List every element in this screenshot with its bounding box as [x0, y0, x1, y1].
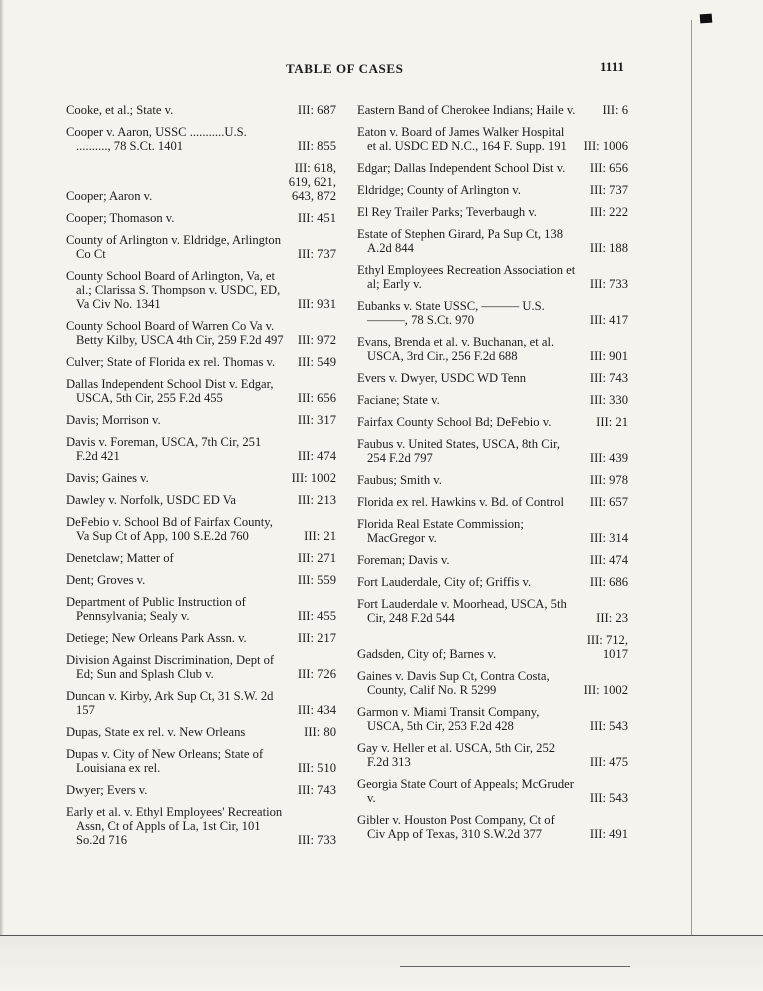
- case-reference: III: 213: [297, 493, 336, 507]
- case-entry: [66, 595, 336, 623]
- case-name: Eldridge; County of Arlington v.: [357, 183, 521, 197]
- case-name: Fort Lauderdale, City of; Griffis v.: [357, 575, 532, 589]
- case-name: Fairfax County School Bd; DeFebio v.: [357, 415, 552, 429]
- case-entry: [357, 495, 628, 509]
- case-reference: III: 687: [297, 103, 336, 117]
- case-reference: III: 1002: [583, 683, 628, 697]
- case-name: Cooke, et al.; State v.: [66, 103, 174, 117]
- left-column: [66, 103, 336, 855]
- case-name: Florida ex rel. Hawkins v. Bd. of Control: [357, 495, 564, 509]
- case-reference: III: 188: [589, 241, 628, 255]
- case-reference: III: 80: [304, 725, 336, 739]
- case-name: Dwyer; Evers v.: [66, 783, 148, 797]
- case-name: Evans, Brenda et al. v. Buchanan, et al. USCA, 3rd Cir., 256 F.2d 688: [357, 335, 555, 363]
- case-reference: III: 618, 619, 621, 643, 872: [288, 161, 336, 203]
- page-title: TABLE OF CASES: [286, 61, 404, 76]
- case-entry: [66, 103, 336, 117]
- case-name: Faubus; Smith v.: [357, 473, 442, 487]
- case-entry: [66, 161, 336, 203]
- case-name: County School Board of Arlington, Va, et al.; Clarissa S. Thompson v. USDC, ED, Va Civ No. 1341: [66, 269, 281, 311]
- case-reference: III: 317: [297, 413, 336, 427]
- case-entry: [357, 777, 628, 805]
- case-name: Garmon v. Miami Transit Company, USCA, 5th Cir, 253 F.2d 428: [357, 705, 540, 733]
- case-reference: III: 712, 1017: [586, 633, 628, 661]
- case-entry: [66, 747, 336, 775]
- case-entry: [357, 705, 628, 733]
- case-name: Gibler v. Houston Post Company, Ct of Civ App of Texas, 310 S.W.2d 377: [357, 813, 555, 841]
- case-entry: [357, 161, 628, 175]
- case-name: Dent; Groves v.: [66, 573, 146, 587]
- case-entry: [357, 517, 628, 545]
- case-reference: III: 657: [589, 495, 628, 509]
- case-name: DeFebio v. School Bd of Fairfax County, Va Sup Ct of App, 100 S.E.2d 760: [66, 515, 273, 543]
- case-entry: [66, 355, 336, 369]
- case-entry: [357, 335, 628, 363]
- case-reference: III: 217: [297, 631, 336, 645]
- case-entry: [357, 473, 628, 487]
- case-entry: [66, 725, 336, 739]
- case-name: Georgia State Court of Appeals; McGruder v.: [357, 777, 574, 805]
- case-name: Davis; Gaines v.: [66, 471, 149, 485]
- case-name: County of Arlington v. Eldridge, Arlington Co Ct: [66, 233, 282, 261]
- scan-edge-line: [691, 20, 692, 940]
- case-reference: III: 510: [297, 761, 336, 775]
- case-entry: [66, 435, 336, 463]
- case-entry: [66, 515, 336, 543]
- case-entry: [357, 183, 628, 197]
- case-name: Evers v. Dwyer, USDC WD Tenn: [357, 371, 527, 385]
- case-entry: [357, 205, 628, 219]
- case-name: Foreman; Davis v.: [357, 553, 450, 567]
- case-entry: [357, 597, 628, 625]
- case-entry: [357, 575, 628, 589]
- case-reference: III: 901: [589, 349, 628, 363]
- right-column: [357, 103, 628, 849]
- case-reference: III: 455: [297, 609, 336, 623]
- case-reference: III: 6: [602, 103, 628, 117]
- case-entry: [357, 103, 628, 117]
- case-entry: [66, 471, 336, 485]
- case-reference: III: 726: [297, 667, 336, 681]
- case-entry: [66, 211, 336, 225]
- case-reference: III: 559: [297, 573, 336, 587]
- case-reference: III: 21: [596, 415, 628, 429]
- case-name: Duncan v. Kirby, Ark Sup Ct, 31 S.W. 2d 157: [66, 689, 274, 717]
- case-name: Dawley v. Norfolk, USDC ED Va: [66, 493, 236, 507]
- corner-smudge: [700, 14, 713, 24]
- case-name: Eastern Band of Cherokee Indians; Haile v.: [357, 103, 576, 117]
- case-entry: [357, 553, 628, 567]
- case-entry: [66, 377, 336, 405]
- case-reference: III: 855: [297, 139, 336, 153]
- case-reference: III: 474: [589, 553, 628, 567]
- case-entry: [66, 319, 336, 347]
- case-name: Early et al. v. Ethyl Employees' Recreation Assn, Ct of Appls of La, 1st Cir, 101 So.2d 716: [66, 805, 283, 847]
- case-reference: III: 475: [589, 755, 628, 769]
- case-reference: III: 23: [596, 611, 628, 625]
- case-name: Edgar; Dallas Independent School Dist v.: [357, 161, 566, 175]
- case-name: Faciane; State v.: [357, 393, 440, 407]
- case-entry: [357, 299, 628, 327]
- case-reference: III: 737: [589, 183, 628, 197]
- case-name: Detiege; New Orleans Park Assn. v.: [66, 631, 247, 645]
- case-name: Gay v. Heller et al. USCA, 5th Cir, 252 F.2d 313: [357, 741, 556, 769]
- case-reference: III: 1002: [291, 471, 336, 485]
- case-reference: III: 314: [589, 531, 628, 545]
- case-reference: III: 686: [589, 575, 628, 589]
- case-entry: [357, 227, 628, 255]
- case-name: Gadsden, City of; Barnes v.: [357, 647, 497, 661]
- case-entry: [357, 125, 628, 153]
- case-entry: [357, 437, 628, 465]
- case-name: Denetclaw; Matter of: [66, 551, 174, 565]
- case-entry: [357, 371, 628, 385]
- case-entry: [66, 653, 336, 681]
- case-entry: [357, 415, 628, 429]
- case-entry: [357, 633, 628, 661]
- case-name: Ethyl Employees Recreation Association et al; Early v.: [357, 263, 576, 291]
- case-entry: [357, 669, 628, 697]
- scan-shadow-left: [0, 0, 4, 990]
- case-name: Gaines v. Davis Sup Ct, Contra Costa, County, Calif No. R 5299: [357, 669, 550, 697]
- case-entry: [66, 783, 336, 797]
- case-name: Cooper; Aaron v.: [66, 189, 153, 203]
- case-reference: III: 417: [589, 313, 628, 327]
- case-name: Department of Public Instruction of Pennsylvania; Sealy v.: [66, 595, 246, 623]
- case-reference: III: 737: [297, 247, 336, 261]
- case-entry: [357, 263, 628, 291]
- case-name: El Rey Trailer Parks; Teverbaugh v.: [357, 205, 537, 219]
- case-name: Cooper v. Aaron, USSC ...........U.S. .........., 78 S.Ct. 1401: [66, 125, 247, 153]
- case-reference: III: 733: [297, 833, 336, 847]
- case-name: Culver; State of Florida ex rel. Thomas v.: [66, 355, 276, 369]
- case-name: Dupas, State ex rel. v. New Orleans: [66, 725, 246, 739]
- case-reference: III: 491: [589, 827, 628, 841]
- case-reference: III: 271: [297, 551, 336, 565]
- case-entry: [357, 741, 628, 769]
- case-name: Cooper; Thomason v.: [66, 211, 175, 225]
- case-entry: [66, 551, 336, 565]
- case-reference: III: 439: [589, 451, 628, 465]
- case-name: Faubus v. United States, USCA, 8th Cir, 254 F.2d 797: [357, 437, 560, 465]
- case-name: Dallas Independent School Dist v. Edgar, USCA, 5th Cir, 255 F.2d 455: [66, 377, 274, 405]
- case-reference: III: 222: [589, 205, 628, 219]
- bottom-rule: [400, 966, 630, 967]
- case-reference: III: 1006: [583, 139, 628, 153]
- case-entry: [66, 631, 336, 645]
- case-name: Florida Real Estate Commission; MacGregor v.: [357, 517, 524, 545]
- case-name: Davis v. Foreman, USCA, 7th Cir, 251 F.2d 421: [66, 435, 262, 463]
- case-reference: III: 656: [589, 161, 628, 175]
- case-reference: III: 931: [297, 297, 336, 311]
- case-reference: III: 474: [297, 449, 336, 463]
- case-reference: III: 978: [589, 473, 628, 487]
- case-name: Estate of Stephen Girard, Pa Sup Ct, 138 A.2d 844: [357, 227, 564, 255]
- case-reference: III: 743: [589, 371, 628, 385]
- case-name: Dupas v. City of New Orleans; State of Louisiana ex rel.: [66, 747, 264, 775]
- case-reference: III: 330: [589, 393, 628, 407]
- case-entry: [66, 413, 336, 427]
- case-name: Division Against Discrimination, Dept of Ed; Sun and Splash Club v.: [66, 653, 275, 681]
- case-entry: [66, 233, 336, 261]
- case-reference: III: 543: [589, 719, 628, 733]
- case-entry: [66, 493, 336, 507]
- case-reference: III: 434: [297, 703, 336, 717]
- case-name: County School Board of Warren Co Va v. Betty Kilby, USCA 4th Cir, 259 F.2d 497: [66, 319, 284, 347]
- case-reference: III: 451: [297, 211, 336, 225]
- page-number: 1111: [600, 59, 624, 74]
- case-reference: III: 972: [297, 333, 336, 347]
- scan-bottom-edge: [0, 935, 763, 991]
- case-entry: [357, 813, 628, 841]
- case-entry: [66, 805, 336, 847]
- case-reference: III: 543: [589, 791, 628, 805]
- case-reference: III: 733: [589, 277, 628, 291]
- case-entry: [66, 269, 336, 311]
- case-name: Eaton v. Board of James Walker Hospital et al. USDC ED N.C., 164 F. Supp. 191: [357, 125, 567, 153]
- case-name: Fort Lauderdale v. Moorhead, USCA, 5th Cir, 248 F.2d 544: [357, 597, 567, 625]
- case-entry: [66, 689, 336, 717]
- case-name: Davis; Morrison v.: [66, 413, 161, 427]
- case-reference: III: 743: [297, 783, 336, 797]
- case-entry: [66, 573, 336, 587]
- case-reference: III: 21: [304, 529, 336, 543]
- case-entry: [357, 393, 628, 407]
- case-name: Eubanks v. State USSC, ——— U.S. ———, 78 S.Ct. 970: [357, 299, 545, 327]
- case-reference: III: 656: [297, 391, 336, 405]
- case-reference: III: 549: [297, 355, 336, 369]
- case-entry: [66, 125, 336, 153]
